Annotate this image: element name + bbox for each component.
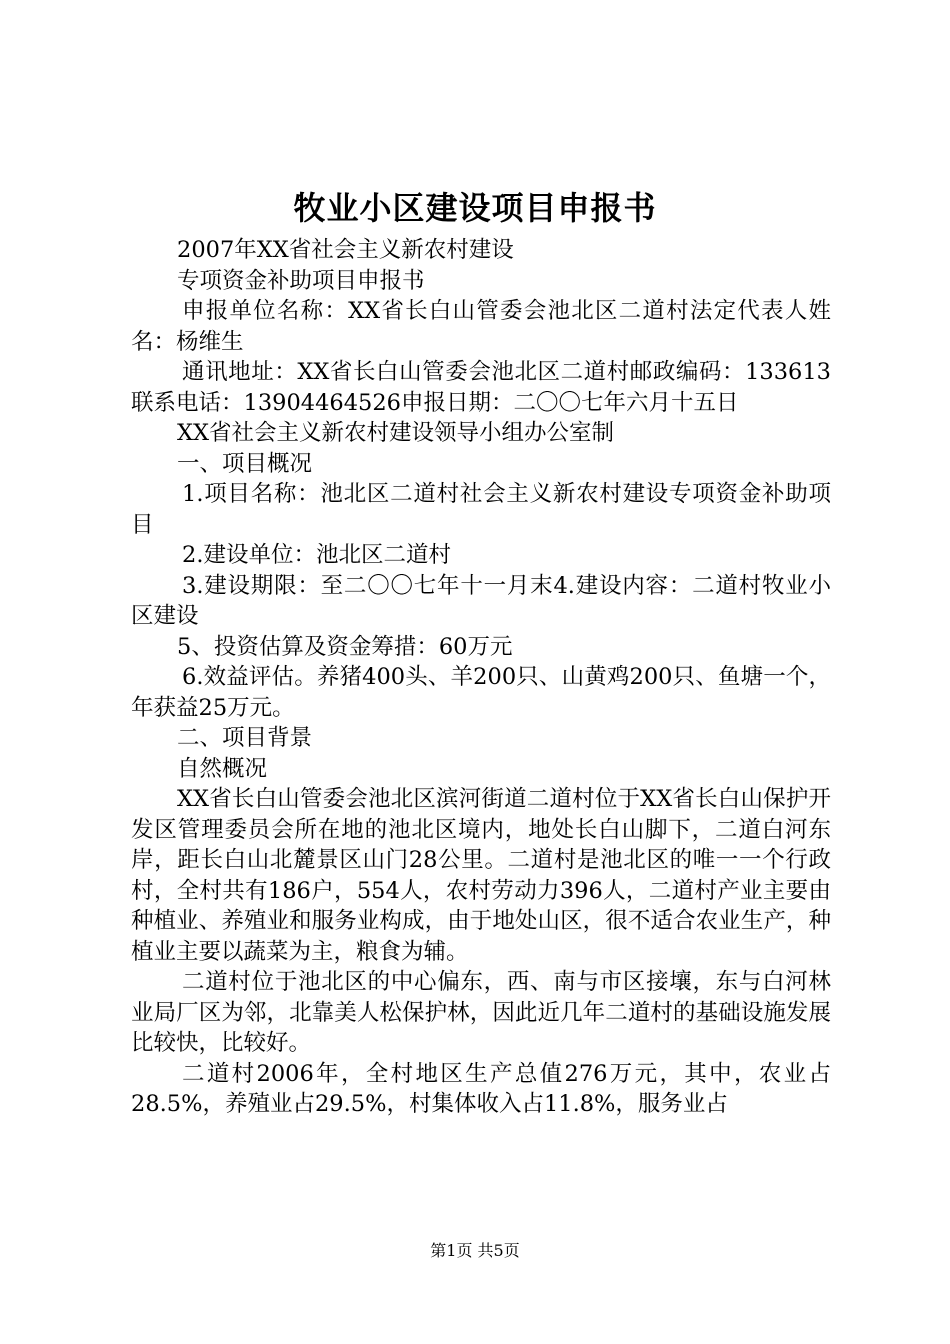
paragraph-period-content: 3.建设期限：至二〇〇七年十一月末4.建设内容：二道村牧业小区建设	[131, 572, 831, 629]
paragraph-contact: 通讯地址：XX省长白山管委会池北区二道村邮政编码：133613联系电话：13904464526申报日期：二〇〇七年六月十五日	[131, 359, 831, 416]
paragraph-subtitle-line1: 2007年XX省社会主义新农村建设	[177, 237, 514, 263]
section-heading-overview: 一、项目概况	[177, 450, 313, 477]
paragraph-location: XX省长白山管委会池北区滨河街道二道村位于XX省长白山保护开发区管理委员会所在地的池北区境内，地处长白山脚下，二道白河东岸，距长白山北麓景区山门28公里。二道村是池北区的唯一一个行政村，全村共有186户，554人，农村劳动力396人，二道村产业主要由种植业、养殖业和服务业构成，由于地处山区，很不适合农业生产，种植业主要以蔬菜为主，粮食为辅。	[131, 786, 831, 965]
subheading-nature: 自然概况	[177, 755, 268, 782]
paragraph-economy: 二道村2006年，全村地区生产总值276万元，其中，农业占28.5%，养殖业占29.5%，村集体收入占11.8%，服务业占	[131, 1060, 831, 1117]
paragraph-subtitle-line2: 专项资金补助项目申报书	[177, 267, 425, 294]
paragraph-project-name: 1.项目名称：池北区二道村社会主义新农村建设专项资金补助项目	[131, 481, 831, 538]
paragraph-issuer: XX省社会主义新农村建设领导小组办公室制	[177, 420, 615, 446]
document-title: 牧业小区建设项目申报书	[293, 189, 657, 227]
document-body	[131, 235, 831, 1120]
paragraph-neighbors: 二道村位于池北区的中心偏东，西、南与市区接壤，东与白河林业局厂区为邻，北靠美人松保护林，因此近几年二道村的基础设施发展比较快，比较好。	[131, 969, 831, 1056]
page-footer: 第1页 共5页	[430, 1241, 520, 1260]
paragraph-investment: 5、投资估算及资金筹措：60万元	[177, 633, 513, 660]
paragraph-benefit: 6.效益评估。养猪400头、羊200只、山黄鸡200只、鱼塘一个，年获益25万元。	[131, 664, 831, 721]
section-heading-background: 二、项目背景	[177, 725, 313, 751]
paragraph-applicant: 申报单位名称：XX省长白山管委会池北区二道村法定代表人姓名：杨维生	[131, 298, 831, 355]
paragraph-builder: 2.建设单位：池北区二道村	[182, 542, 451, 568]
